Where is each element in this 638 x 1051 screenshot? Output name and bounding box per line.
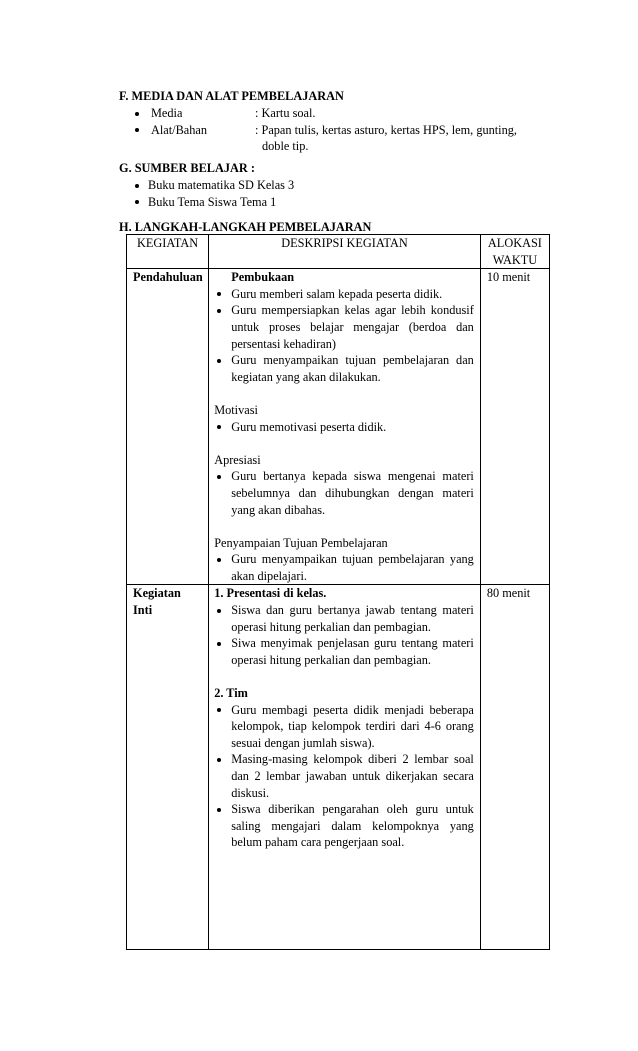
kegiatan-cell: Pendahuluan: [127, 269, 209, 585]
bullet-icon: [217, 708, 221, 712]
list-item: Guru memberi salam kepada peserta didik.: [214, 286, 474, 303]
list-item-continuation: [119, 138, 559, 155]
block-subtitle: Apresiasi: [214, 452, 261, 467]
block-subtitle: Penyampaian Tujuan Pembelajaran: [214, 535, 388, 550]
item-label: Buku Tema Siswa Tema 1: [148, 194, 277, 209]
section-g-title: G. SUMBER BELAJAR :: [119, 161, 255, 175]
lesson-steps-table: [126, 234, 550, 950]
waktu-cell: 80 menit: [480, 585, 549, 950]
list-item: Guru mempersiapkan kelas agar lebih kondusif untuk proses belajar mengajar (berdoa dan persentasi kehadiran): [214, 302, 474, 352]
list-item: [119, 194, 559, 211]
section-f-list: [119, 105, 559, 155]
table-row: [127, 269, 550, 585]
bullet-icon: [217, 558, 221, 562]
block-subtitle: 2. Tim: [214, 686, 248, 701]
bullet-icon: [217, 758, 221, 762]
list-item: [119, 122, 559, 139]
block-subtitle: 1. Presentasi di kelas.: [214, 586, 327, 601]
block-subtitle: Motivasi: [214, 402, 258, 417]
list-item: Guru menyampaikan tujuan pembelajaran dan kegiatan yang akan dilakukan.: [214, 352, 474, 385]
list-item: Siwa menyimak penjelasan guru tentang materi operasi hitung perkalian dan pembagian.: [214, 635, 474, 668]
deskripsi-cell: [209, 269, 481, 585]
list-item: Siswa dan guru bertanya jawab tentang materi operasi hitung perkalian dan pembagian.: [214, 602, 474, 635]
list-item: Masing-masing kelompok diberi 2 lembar soal dan 2 lembar jawaban untuk dikerjakan secara diskusi.: [214, 751, 474, 801]
bullet-icon: [217, 425, 221, 429]
kegiatan-cell: Kegiatan Inti: [127, 585, 209, 950]
section-f-title: F. MEDIA DAN ALAT PEMBELAJARAN: [119, 89, 344, 103]
deskripsi-cell: [209, 585, 481, 950]
bullet-icon: [217, 475, 221, 479]
bullet-icon: [217, 309, 221, 313]
list-item: Guru memotivasi peserta didik.: [214, 419, 474, 436]
block-subtitle: Pembukaan: [231, 270, 295, 285]
list-item: Guru bertanya kepada siswa mengenai materi sebelumnya dan dihubungkan dengan materi yang akan dibahas.: [214, 468, 474, 518]
section-g-list: [119, 177, 559, 210]
item-value-cont: doble tip.: [262, 139, 309, 154]
list-item: Guru membagi peserta didik menjadi beberapa kelompok, tiap kelompok terdiri dari 4-6 orang sesuai dengan jumlah siswa).: [214, 702, 474, 752]
item-value: : Kartu soal.: [255, 106, 316, 120]
bullet-icon: [217, 808, 221, 812]
list-item: [119, 177, 559, 194]
bullet-icon: [217, 292, 221, 296]
header-kegiatan: KEGIATAN: [127, 235, 209, 269]
bullet-icon: [135, 184, 139, 188]
section-h-title: H. LANGKAH-LANGKAH PEMBELAJARAN: [119, 220, 372, 234]
item-value: : Papan tulis, kertas asturo, kertas HPS, lem, gunting,: [255, 122, 517, 137]
bullet-icon: [135, 128, 139, 132]
header-deskripsi: DESKRIPSI KEGIATAN: [209, 235, 481, 269]
bullet-icon: [135, 112, 139, 116]
list-item: Guru menyampaikan tujuan pembelajaran yang akan dipelajari.: [214, 551, 474, 584]
bullet-icon: [135, 200, 139, 204]
table-row: [127, 585, 550, 950]
waktu-cell: 10 menit: [480, 269, 549, 585]
header-alokasi: ALOKASI WAKTU: [480, 235, 549, 269]
item-label: Media: [151, 106, 183, 120]
list-item: [119, 105, 559, 122]
bullet-icon: [217, 642, 221, 646]
item-label: Buku matematika SD Kelas 3: [148, 178, 295, 192]
item-label: Alat/Bahan: [151, 122, 208, 137]
list-item: Siswa diberikan pengarahan oleh guru untuk saling mengajari dalam kelompoknya yang belum paham cara pengerjaan soal.: [214, 801, 474, 851]
bullet-icon: [217, 609, 221, 613]
bullet-icon: [217, 359, 221, 363]
table-header-row: [127, 235, 550, 269]
